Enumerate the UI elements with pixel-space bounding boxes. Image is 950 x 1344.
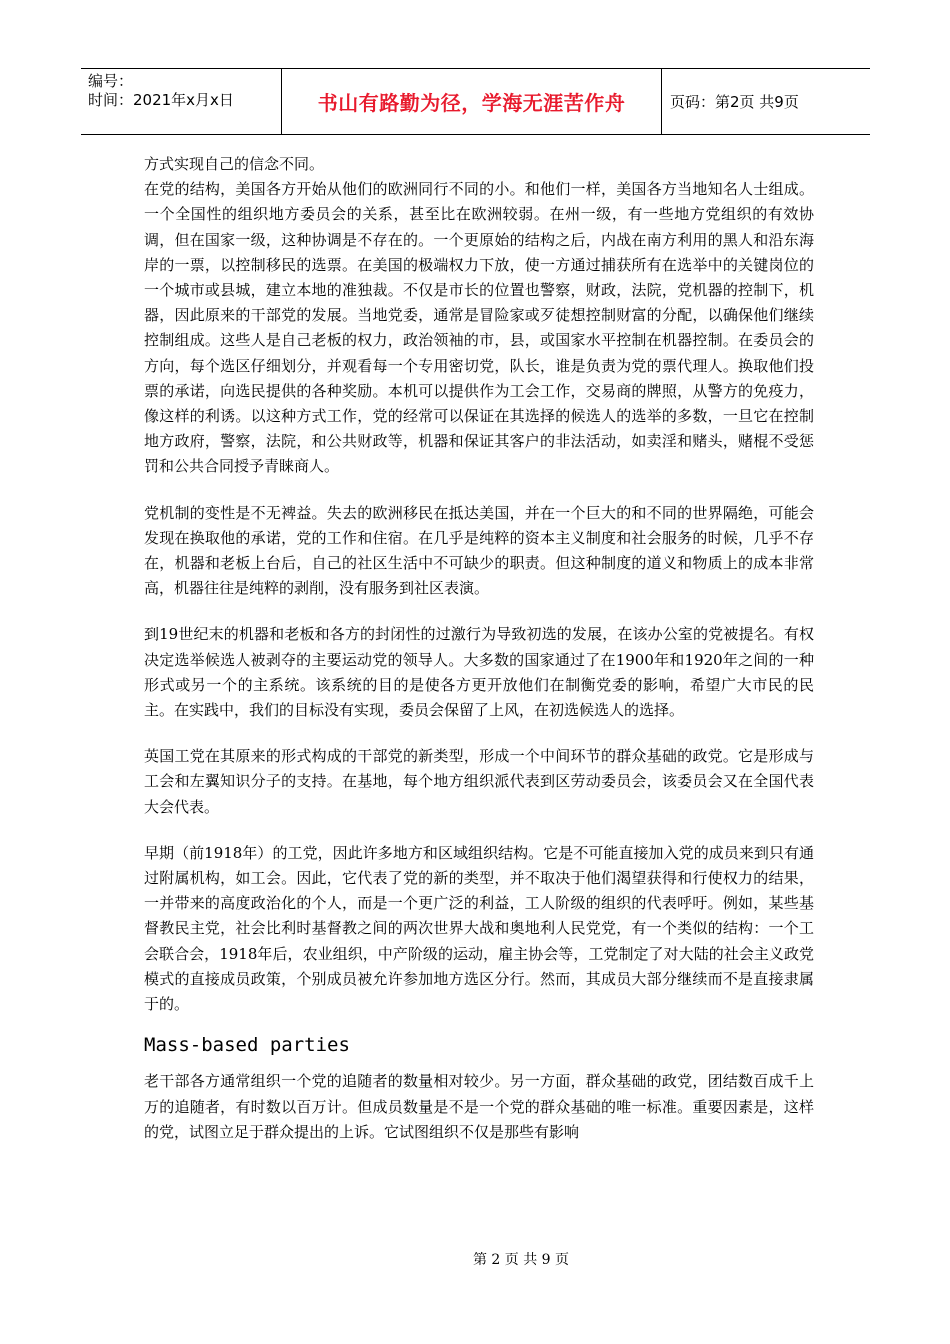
- body-paragraph: 早期（前1918年）的工党，因此许多地方和区域组织结构。它是不可能直接加入党的成员来到只有通过附属机构，如工会。因此，它代表了党的新的类型，并不取决于他们渴望获得和行使权力的结果，一并带来的高度政治化的个人，而是一个更广泛的利益，工人阶级的组织的代表呼吁。例如，某些基督教民主党，社会比利时基督教之间的两次世界大战和奥地利人民党党，有一个类似的结构：一个工会联合会，1918年后，农业组织，中产阶级的运动，雇主协会等，工党制定了对大陆的社会主义政党模式的直接成员政策，个别成员被允许参加地方选区分行。然而，其成员大部分继续而不是直接隶属于的。: [144, 843, 814, 1014]
- document-body: [144, 152, 814, 1145]
- body-paragraph: 到19世纪末的机器和老板和各方的封闭性的过激行为导致初选的发展，在该办公室的党被提名。有权决定选举候选人被剥夺的主要运动党的领导人。大多数的国家通过了在1900年和1920年之间的一种形式或另一个的主系统。该系统的目的是使各方更开放他们在制衡党委的影响，希望广大市民的民主。在实践中，我们的目标没有实现，委员会保留了上风，在初选候选人的选择。: [144, 625, 814, 720]
- page-footer: 第 2 页 共 9 页: [472, 1252, 570, 1268]
- header-meta-cell: [81, 69, 282, 134]
- document-number-label: 编号：: [88, 72, 134, 90]
- body-paragraph: 方式实现自己的信念不同。: [144, 155, 325, 173]
- header-page-label: 页码：第2页 共9页: [670, 93, 799, 111]
- header-motto: 书山有路勤为径，学海无涯苦作舟: [282, 69, 662, 134]
- body-paragraph: 党机制的变性是不无裨益。失去的欧洲移民在抵达美国，并在一个巨大的和不同的世界隔绝，可能会发现在换取他的承诺，党的工作和住宿。在几乎是纯粹的资本主义制度和社会服务的时候，几乎不存在，机器和老板上台后，自己的社区生活中不可缺少的职责。但这种制度的道义和物质上的成本非常高，机器往往是纯粹的剥削，没有服务到社区表演。: [144, 503, 814, 598]
- document-time-label: 时间：2021年x月x日: [88, 91, 234, 109]
- body-paragraph: 在党的结构，美国各方开始从他们的欧洲同行不同的小。和他们一样，美国各方当地知名人士组成。一个全国性的组织地方委员会的关系，甚至比在欧洲较弱。在州一级，有一些地方党组织的有效协调，但在国家一级，这种协调是不存在的。一个更原始的结构之后，内战在南方利用的黑人和沿东海岸的一票，以控制移民的选票。在美国的极端权力下放，使一方通过捕获所有在选举中的关键岗位的一个城市或县城，建立本地的准独裁。不仅是市长的位置也警察，财政，法院，党机器的控制下，机器，因此原来的干部党的发展。当地党委，通常是冒险家或歹徒想控制财富的分配，以确保他们继续控制组成。这些人是自己老板的权力，政治领袖的市，县，或国家水平控制在机器控制。在委员会的方向，每个选区仔细划分，并观看每一个专用密切党，队长，谁是负责为党的票代理人。换取他们投票的承诺，向选民提供的各种奖励。本机可以提供作为工会工作，交易商的牌照，从警方的免疫力，像这样的利诱。以这种方式工作，党的经常可以保证在其选择的候选人的选举的多数，一旦它在控制地方政府，警察，法院，和公共财政等，机器和保证其客户的非法活动，如卖淫和赌头，赌棍不受惩罚和公共合同授予青睐商人。: [144, 180, 814, 476]
- body-paragraph: 老干部各方通常组织一个党的追随者的数量相对较少。另一方面，群众基础的政党，团结数百成千上万的追随者，有时数以百万计。但成员数量是不是一个党的群众基础的唯一标准。重要因素是，这样的党，试图立足于群众提出的上诉。它试图组织不仅是那些有影响: [144, 1072, 814, 1141]
- page-header: [81, 68, 870, 135]
- body-paragraph: 英国工党在其原来的形式构成的干部党的新类型，形成一个中间环节的群众基础的政党。它是形成与工会和左翼知识分子的支持。在基地，每个地方组织派代表到区劳动委员会，该委员会又在全国代表大会代表。: [144, 747, 814, 816]
- section-heading: Mass-based parties: [144, 1034, 350, 1057]
